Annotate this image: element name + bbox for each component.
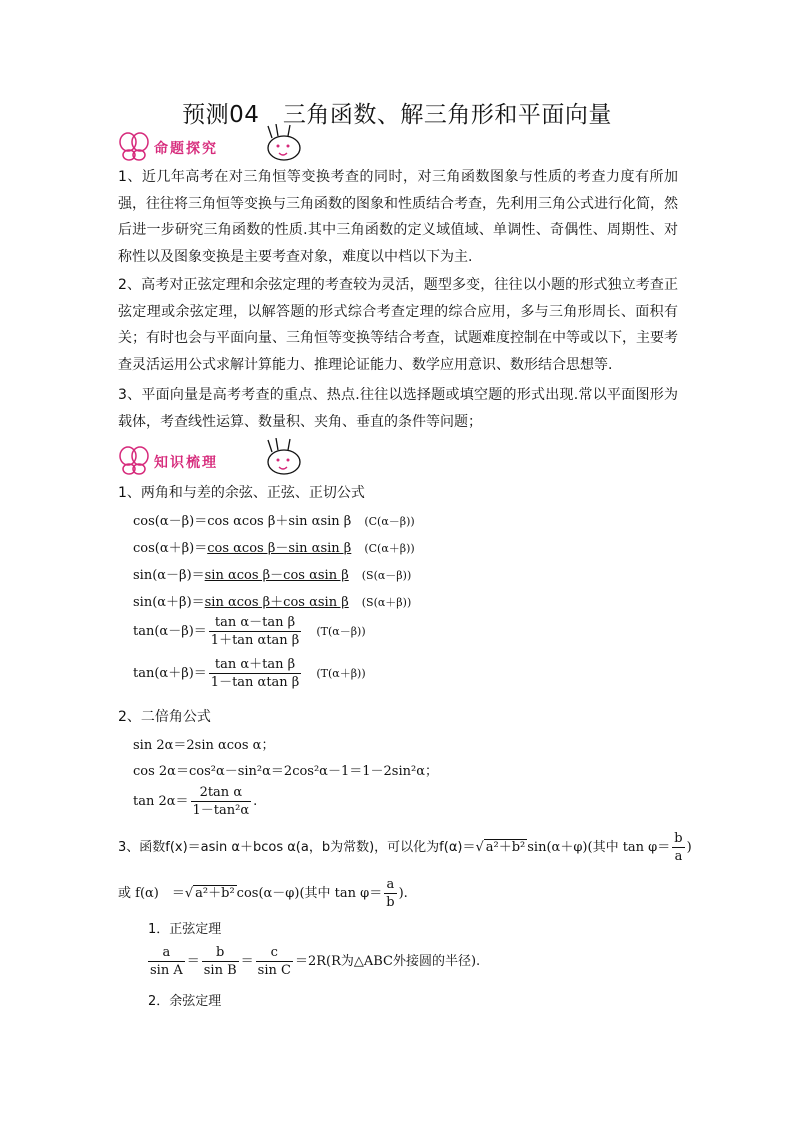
formula-sin-2a: sin 2α＝2sin αcos α； bbox=[133, 738, 275, 753]
formula-tan-2a: tan 2α＝ $\frac{\text{2tan α}}{\text{1－tan²α}}$ . bbox=[133, 785, 258, 818]
section-header-knowledge bbox=[118, 442, 318, 482]
cartoon-mascot-icon bbox=[258, 438, 306, 478]
section-label: 知识梳理 bbox=[154, 455, 218, 471]
heading-cosine-law: 2．余弦定理 bbox=[148, 994, 222, 1009]
heading-double-angle: 2、二倍角公式 bbox=[118, 709, 211, 725]
cartoon-mascot-icon bbox=[258, 124, 306, 164]
paragraph-3: 3、平面向量是高考考查的重点、热点.往往以选择题或填空题的形式出现.常以平面图形为载体，考查线性运算、数量积、夹角、垂直的条件等问题； bbox=[118, 387, 678, 430]
formula-cos-plus: cos(α＋β)＝cos αcos β－sin αsin β (C(α＋β)) bbox=[133, 541, 415, 556]
auxiliary-angle-formula-cos: 或 f(α) ＝√ a²＋b² cos(α－φ)(其中 tan φ＝ $\frac{a}{b}$ ). bbox=[118, 877, 408, 910]
formula-sin-plus: sin(α＋β)＝sin αcos β＋cos αsin β (S(α＋β)) bbox=[133, 595, 412, 610]
page-title: 预测04 三角函数、解三角形和平面向量 bbox=[182, 102, 612, 128]
formula-cos-2a: cos 2α＝cos²α－sin²α＝2cos²α－1＝1－2sin²α； bbox=[133, 764, 438, 779]
formula-sin-minus: sin(α－β)＝sin αcos β－cos αsin β (S(α－β)) bbox=[133, 568, 412, 583]
heading-sum-difference: 1、两角和与差的余弦、正弦、正切公式 bbox=[118, 485, 365, 501]
paragraph-2: 2、高考对正弦定理和余弦定理的考查较为灵活，题型多变，往往以小题的形式独立考查正弦定理或余弦定理，以解答题的形式综合考查定理的综合应用，多与三角形周长、面积有关；有时也会与平面向量、三角恒等变换等结合考查，试题难度控制在中等或以下，主要考查灵活运用公式求解计算能力、推理论证能力、数学应用意识、数形结合思想等. bbox=[118, 277, 678, 373]
auxiliary-angle-formula: 3、函数f(x)＝asin α＋bcos α(a，b为常数)，可以化为f(α)＝√ a²＋b² sin(α＋φ)(其中 tan φ＝ $\frac{b}{a}$ ) bbox=[118, 831, 692, 864]
formula-tan-minus: tan(α－β)＝ $\frac{\text{tan α－tan β}}{\text{1＋tan αtan β}}$ (T(α－β)) bbox=[133, 615, 366, 648]
butterfly-icon bbox=[118, 130, 152, 162]
formula-tan-plus: tan(α＋β)＝ $\frac{\text{tan α＋tan β}}{\text{1－tan αtan β}}$ (T(α＋β)) bbox=[133, 657, 366, 690]
formula-cos-minus: cos(α－β)＝cos αcos β＋sin αsin β (C(α－β)) bbox=[133, 514, 415, 529]
section-label: 命题探究 bbox=[154, 141, 218, 157]
formula-sine-law: $\frac{a}{\text{sin A}}$ ＝ $\frac{b}{\text{sin B}}$ ＝ $\frac{c}{\text{sin C}}$ ＝2R(R为△ABC外接圆的半径). bbox=[150, 945, 481, 978]
butterfly-icon bbox=[118, 444, 152, 476]
heading-sine-law: 1．正弦定理 bbox=[148, 922, 222, 937]
section-header-exploration bbox=[118, 128, 318, 168]
paragraph-1: 1、近几年高考在对三角恒等变换考查的同时，对三角函数图象与性质的考查力度有所加强，往往将三角恒等变换与三角函数的图象和性质结合考查，先利用三角公式进行化简，然后进一步研究三角函数的性质.其中三角函数的定义域值域、单调性、奇偶性、周期性、对称性以及图象变换是主要考查对象，难度以中档以下为主. bbox=[118, 169, 678, 265]
